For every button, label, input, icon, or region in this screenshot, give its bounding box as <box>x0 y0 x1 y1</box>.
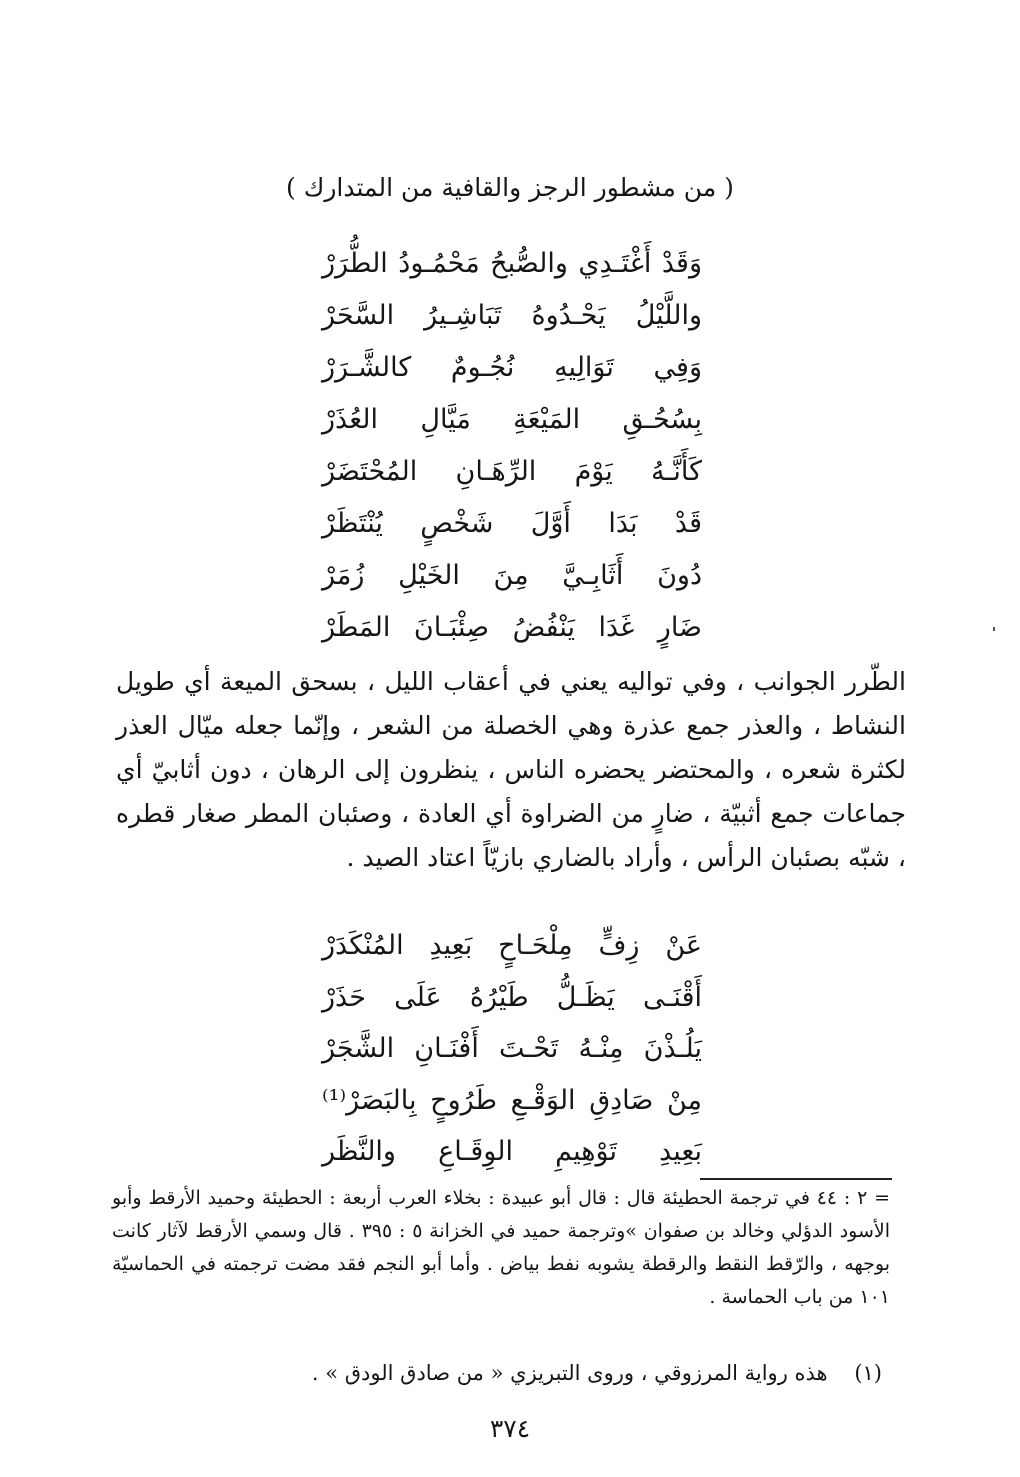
section-heading: ( من مشطور الرجز والقافية من المتدارك ) <box>286 173 734 202</box>
verse-line: يَلُـذْنَ مِنْـهُ تَحْـتَ أَفْنَـانِ الشَّجَرْ <box>322 1033 702 1064</box>
verse-line: مِنْ صَادِقِ الوَقْـعِ طَرُوحٍ بِالبَصَرْ⁽¹⁾ <box>322 1084 702 1116</box>
margin-speck <box>993 627 995 631</box>
verse-line: كَأَنَّـهُ يَوْمَ الرِّهَـانِ المُحْتَضَرْ <box>322 456 702 487</box>
verse-line: واللَّيْلُ يَحْـدُوهُ تَبَاشِـيرُ السَّحَرْ <box>322 300 702 331</box>
verse-line: أَقْنَـى يَظَـلُّ طَيْرُهُ عَلَى حَذَرْ <box>322 981 702 1013</box>
verse-line: وَقَدْ أَغْتَـدِي والصُّبحُ مَحْمُـودُ الطُّرَرْ <box>322 248 702 279</box>
verse-line: ضَارٍ غَدَا يَنْفُضُ صِئْبَـانَ المَطَرْ <box>322 612 702 643</box>
footnote-1 <box>300 1356 882 1390</box>
verse-line: دُونَ أَثَابِـيَّ مِنَ الخَيْلِ زُمَرْ <box>322 560 702 591</box>
page-number: ٣٧٤ <box>489 1414 531 1443</box>
verse-line: بَعِيدِ تَوْهِيمِ الوِقَـاعِ والنَّظَر <box>322 1136 702 1167</box>
verse-line: عَنْ زِفٍّ مِلْحَـاحٍ بَعِيدِ المُنْكَدَرْ <box>322 930 702 961</box>
footnote-1-text: هذه رواية المرزوقي ، وروى التبريزي « من صادق الودق » . <box>311 1361 828 1385</box>
verse-line: قَدْ بَدَا أَوَّلَ شَخْصٍ يُنْتَظَرْ <box>322 508 702 539</box>
commentary-paragraph: الطّرر الجوانب ، وفي تواليه يعني في أعقاب الليل ، بسحق الميعة أي طويل النشاط ، والعذر جمع عذرة وهي الخصلة من الشعر ، وإنّما جعله ميّال العذر لكثرة شعره ، والمحتضر يحضره الناس ، ينظرون إلى الرهان ، دون أثابيّ أي جماعات جمع أثبيّة ، ضارٍ من الضراوة أي العادة ، وصئبان المطر صغار قطره ، شبّه بصئبان الرأس ، وأراد بالضاري بازيّاً اعتاد الصيد . <box>116 667 906 872</box>
poem-stanza-2 <box>322 920 702 1178</box>
verse-line: بِسُحُـقِ المَيْعَةِ مَيَّالِ العُذَرْ <box>322 404 702 435</box>
verse-line: وَفِي تَوَالِيهِ نُجُـومٌ كالشَّـرَرْ <box>322 352 702 383</box>
footnote-marker: (١) <box>854 1361 882 1385</box>
footnote-separator <box>700 1178 892 1180</box>
footnote-continuation: = ٢ : ٤٤ في ترجمة الحطيئة قال : قال أبو عبيدة : بخلاء العرب أربعة : الحطيئة وحميد الأرقط وأبو الأسود الدؤلي وخالد بن صفوان »وترجمة حميد في الخزانة ٥ : ٣٩٥ . قال وسمي الأرقط لآثار كانت بوجهه ، والرّقط النقط والرقطة يشوبه نفط بياض . وأما أبو النجم فقد مضت ترجمته في الحماسيّة ١٠١ من باب الحماسة . <box>112 1187 891 1308</box>
poem-stanza-1 <box>322 238 702 654</box>
